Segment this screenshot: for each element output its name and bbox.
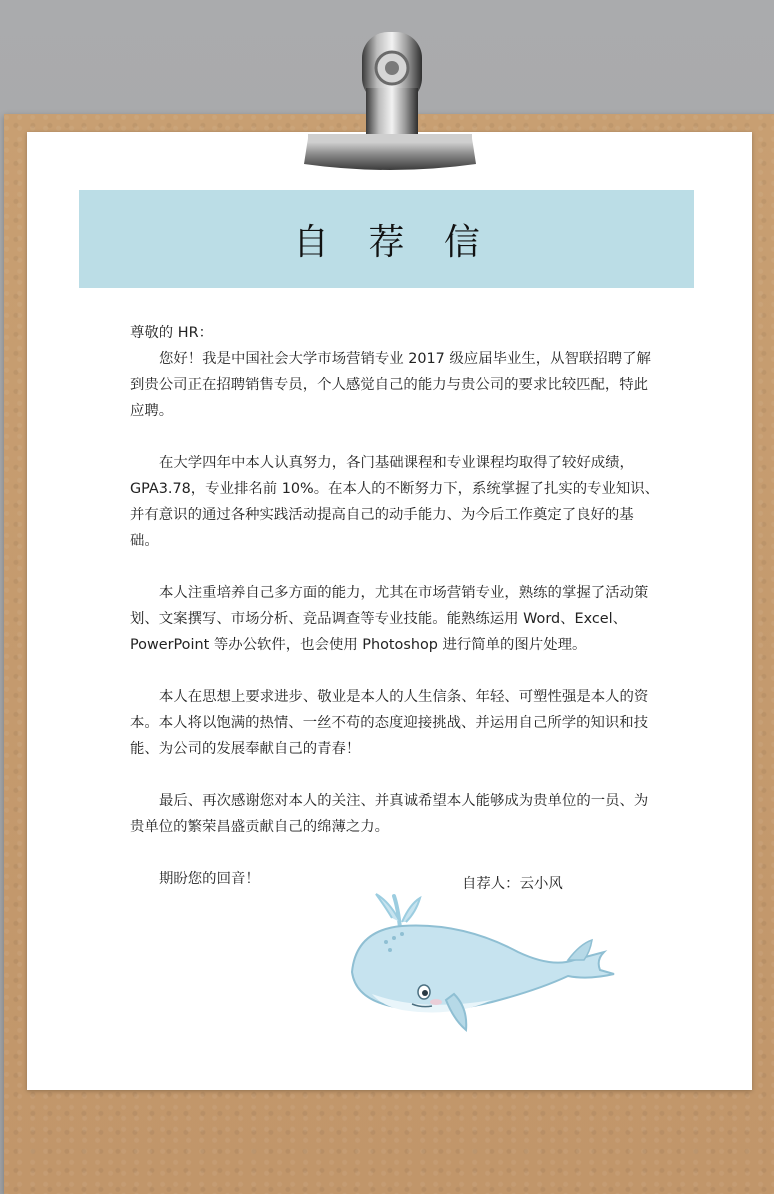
whale-illustration <box>342 882 622 1042</box>
paragraph-2: 在大学四年中本人认真努力，各门基础课程和专业课程均取得了较好成绩，GPA3.78，专业排名前 10%。在本人的不断努力下，系统掌握了扎实的专业知识、并有意识的通过各种实践活动提高自己的动手能力、为今后工作奠定了良好的基础。 <box>130 455 660 549</box>
title-band <box>79 190 694 288</box>
greeting: 尊敬的 HR： <box>130 325 213 341</box>
paragraph-4: 本人在思想上要求进步、敬业是本人的人生信条、年轻、可塑性强是本人的资本。本人将以饱满的热情、一丝不苟的态度迎接挑战、并运用自己所学的知识和技能、为公司的发展奉献自己的青春！ <box>130 689 649 757</box>
binder-clip-icon <box>300 26 480 176</box>
page-title: 自 荐 信 <box>293 221 494 263</box>
paragraph-3: 本人注重培养自己多方面的能力，尤其在市场营销专业，熟练的掌握了活动策划、文案撰写、市场分析、竞品调查等专业技能。能熟练运用 Word、Excel、PowerPoint 等办公软件，也会使用 Photoshop 进行简单的图片处理。 <box>130 585 649 653</box>
closing-line: 期盼您的回音！ <box>159 871 260 887</box>
signature: 自荐人：云小风 <box>462 876 563 892</box>
paragraph-1: 您好！我是中国社会大学市场营销专业 2017 级应届毕业生，从智联招聘了解到贵公司正在招聘销售专员，个人感觉自己的能力与贵公司的要求比较匹配，特此应聘。 <box>130 351 651 419</box>
paragraph-5: 最后、再次感谢您对本人的关注、并真诚希望本人能够成为贵单位的一员、为贵单位的繁荣昌盛贡献自己的绵薄之力。 <box>130 793 649 835</box>
letter-body <box>130 320 660 892</box>
